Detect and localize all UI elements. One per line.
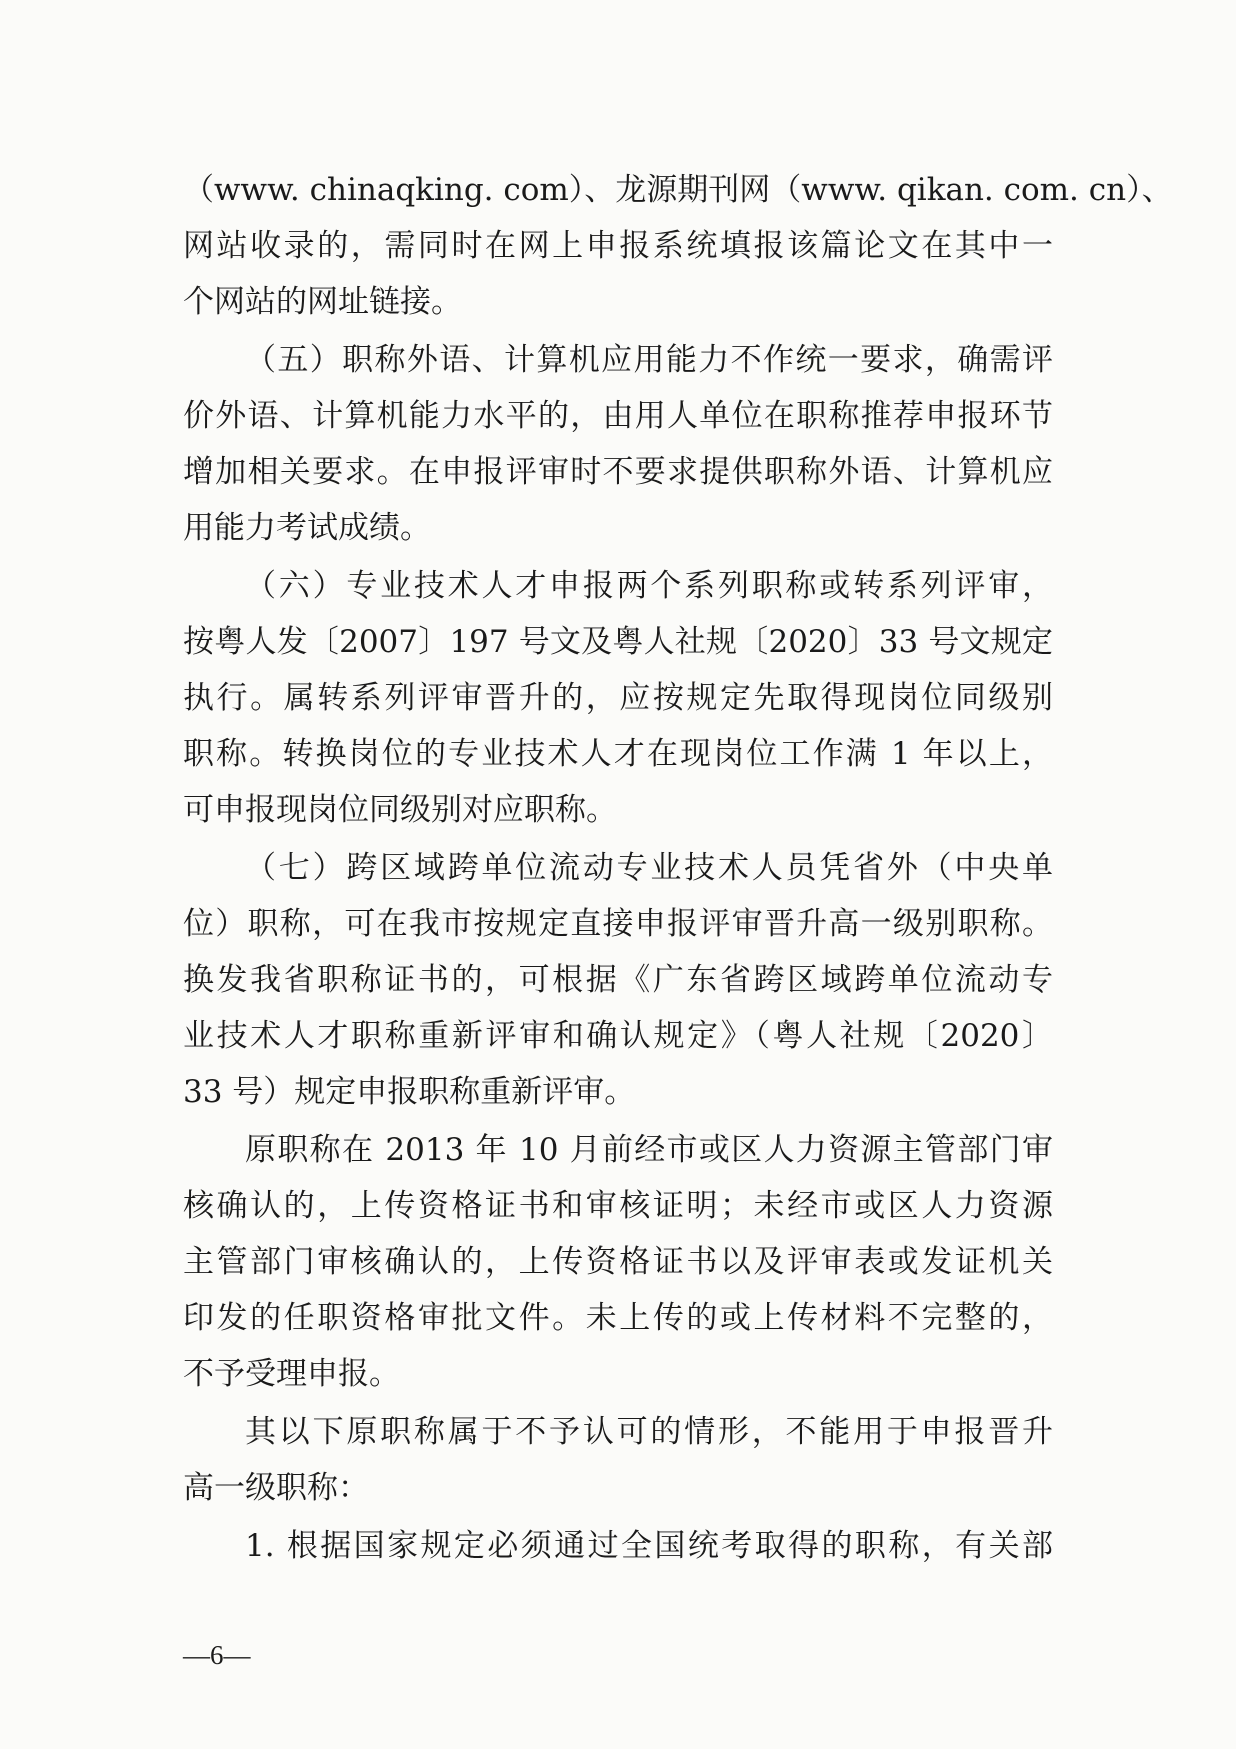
exclusion-paragraph-line: 其以下原职称属于不予认可的情形，不能用于申报晋升 (245, 1414, 1053, 1450)
text-line: 换发我省职称证书的，可根据《广东省跨区域跨单位流动专 (183, 962, 1053, 998)
text-line: （www. chinaqking. com）、龙源期刊网（www. qikan. com. cn）、 (183, 172, 1173, 208)
text-line: 增加相关要求。在申报评审时不要求提供职称外语、计算机应 (183, 454, 1053, 490)
text-line: 可申报现岗位同级别对应职称。 (183, 792, 617, 828)
text-line: 主管部门审核确认的，上传资格证书以及评审表或发证机关 (183, 1244, 1053, 1280)
text-line: 执行。属转系列评审晋升的，应按规定先取得现岗位同级别 (183, 680, 1053, 716)
text-line: 核确认的，上传资格证书和审核证明；未经市或区人力资源 (183, 1188, 1053, 1224)
text-line: 用能力考试成绩。 (183, 510, 431, 546)
text-line: 按粤人发〔2007〕197 号文及粤人社规〔2020〕33 号文规定 (183, 624, 1053, 660)
list-item-1-line: 1. 根据国家规定必须通过全国统考取得的职称，有关部 (245, 1528, 1053, 1564)
paragraph-7-heading-line: （七）跨区域跨单位流动专业技术人员凭省外（中央单 (245, 850, 1053, 886)
paragraph-6-heading-line: （六）专业技术人才申报两个系列职称或转系列评审， (245, 568, 1053, 604)
paragraph-5-heading-line: （五）职称外语、计算机应用能力不作统一要求，确需评 (245, 342, 1053, 378)
text-line: 网站收录的，需同时在网上申报系统填报该篇论文在其中一 (183, 228, 1053, 264)
text-line: 价外语、计算机能力水平的，由用人单位在职称推荐申报环节 (183, 398, 1053, 434)
original-title-paragraph-line: 原职称在 2013 年 10 月前经市或区人力资源主管部门审 (245, 1132, 1053, 1168)
text-line: 业技术人才职称重新评审和确认规定》（粤人社规〔2020〕 (183, 1018, 1053, 1054)
text-line: 个网站的网址链接。 (183, 284, 462, 320)
text-line: 33 号）规定申报职称重新评审。 (183, 1074, 636, 1110)
text-line: 职称。转换岗位的专业技术人才在现岗位工作满 1 年以上， (183, 736, 1053, 772)
text-line: 不予受理申报。 (183, 1356, 400, 1392)
page-number: —6— (183, 1640, 251, 1670)
body-text (183, 162, 1173, 1574)
text-line: 位）职称，可在我市按规定直接申报评审晋升高一级别职称。 (183, 906, 1053, 942)
text-line: 印发的任职资格审批文件。未上传的或上传材料不完整的， (183, 1300, 1053, 1336)
text-line: 高一级职称： (183, 1470, 369, 1506)
